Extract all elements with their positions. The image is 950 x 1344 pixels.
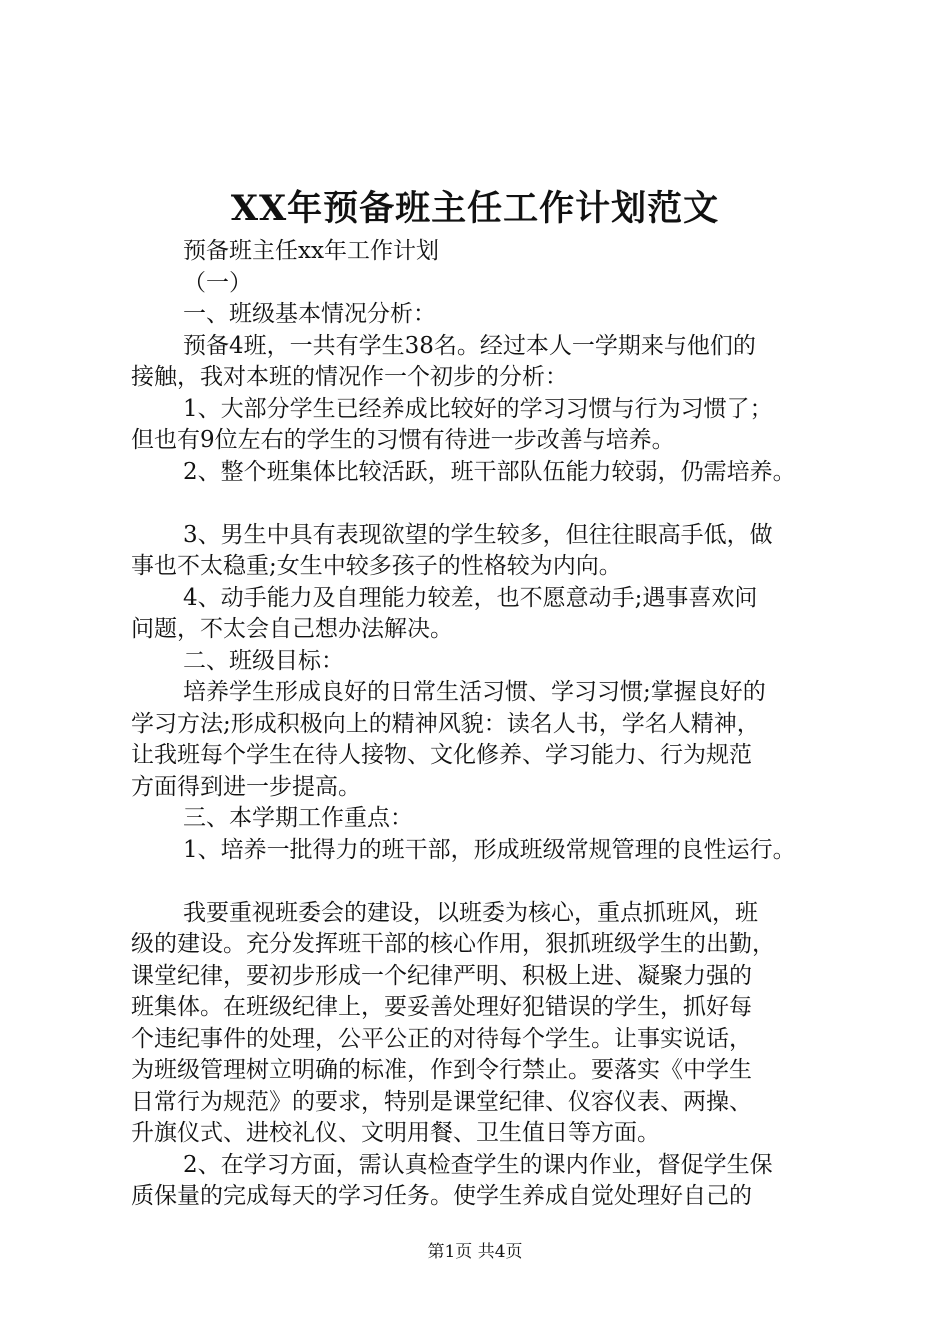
blank-line — [131, 488, 843, 520]
paragraph-line: 我要重视班委会的建设，以班委为核心，重点抓班风，班 — [183, 899, 758, 926]
paragraph-line: 预备4班，一共有学生38名。经过本人一学期来与他们的 — [183, 332, 756, 359]
paragraph-line: 为班级管理树立明确的标准，作到令行禁止。要落实《中学生 — [131, 1057, 752, 1083]
blank-line — [131, 866, 843, 898]
paragraph-line: 质保量的完成每天的学习任务。使学生养成自觉处理好自己的 — [131, 1183, 752, 1209]
section-heading-2: 二、班级目标： — [183, 647, 344, 674]
page-number-footer: 第1页 共4页 — [427, 1242, 523, 1262]
section-heading-3: 三、本学期工作重点： — [183, 805, 413, 831]
paragraph-line: 1、大部分学生已经养成比较好的学习习惯与行为习惯了； — [183, 395, 773, 422]
paragraph-line: 方面得到进一步提高。 — [131, 773, 361, 800]
paragraph-line: 接触，我对本班的情况作一个初步的分析： — [131, 364, 568, 390]
paragraph-line: 但也有9位左右的学生的习惯有待进一步改善与培养。 — [131, 427, 675, 453]
paragraph-line: 让我班每个学生在待人接物、文化修养、学习能力、行为规范 — [131, 742, 752, 768]
paragraph-line: 培养学生形成良好的日常生活习惯、学习习惯;掌握良好的 — [183, 679, 766, 705]
section-marker: （一） — [183, 269, 252, 296]
paragraph-line: 级的建设。充分发挥班干部的核心作用，狠抓班级学生的出勤， — [131, 931, 775, 957]
section-heading-1: 一、班级基本情况分析： — [183, 301, 436, 327]
paragraph-line: 班集体。在班级纪律上，要妥善处理好犯错误的学生，抓好每 — [131, 994, 752, 1020]
paragraph-line: 升旗仪式、进校礼仪、文明用餐、卫生值日等方面。 — [131, 1120, 660, 1146]
paragraph-line: 2、在学习方面，需认真检查学生的课内作业，督促学生保 — [183, 1151, 773, 1178]
paragraph-line: 个违纪事件的处理，公平公正的对待每个学生。让事实说话， — [131, 1025, 752, 1052]
paragraph-line: 学习方法;形成积极向上的精神风貌：读名人书，学名人精神， — [131, 710, 760, 737]
paragraph-line: 2、整个班集体比较活跃，班干部队伍能力较弱，仍需培养。 — [183, 458, 796, 485]
paragraph-line: 4、动手能力及自理能力较差，也不愿意动手;遇事喜欢问 — [183, 584, 758, 611]
paragraph-line: 日常行为规范》的要求，特别是课堂纪律、仪容仪表、两操、 — [131, 1088, 752, 1115]
paragraph-line: 课堂纪律，要初步形成一个纪律严明、积极上进、凝聚力强的 — [131, 962, 752, 989]
document-body — [131, 236, 843, 1213]
paragraph-line: 事也不太稳重;女生中较多孩子的性格较为内向。 — [131, 553, 622, 579]
document-title: XX年预备班主任工作计划范文 — [230, 188, 720, 229]
subtitle-line: 预备班主任xx年工作计划 — [183, 238, 439, 264]
paragraph-line: 3、男生中具有表现欲望的学生较多，但往往眼高手低，做 — [183, 521, 773, 548]
paragraph-line: 1、培养一批得力的班干部，形成班级常规管理的良性运行。 — [183, 836, 796, 863]
paragraph-line: 问题，不太会自己想办法解决。 — [131, 616, 453, 642]
